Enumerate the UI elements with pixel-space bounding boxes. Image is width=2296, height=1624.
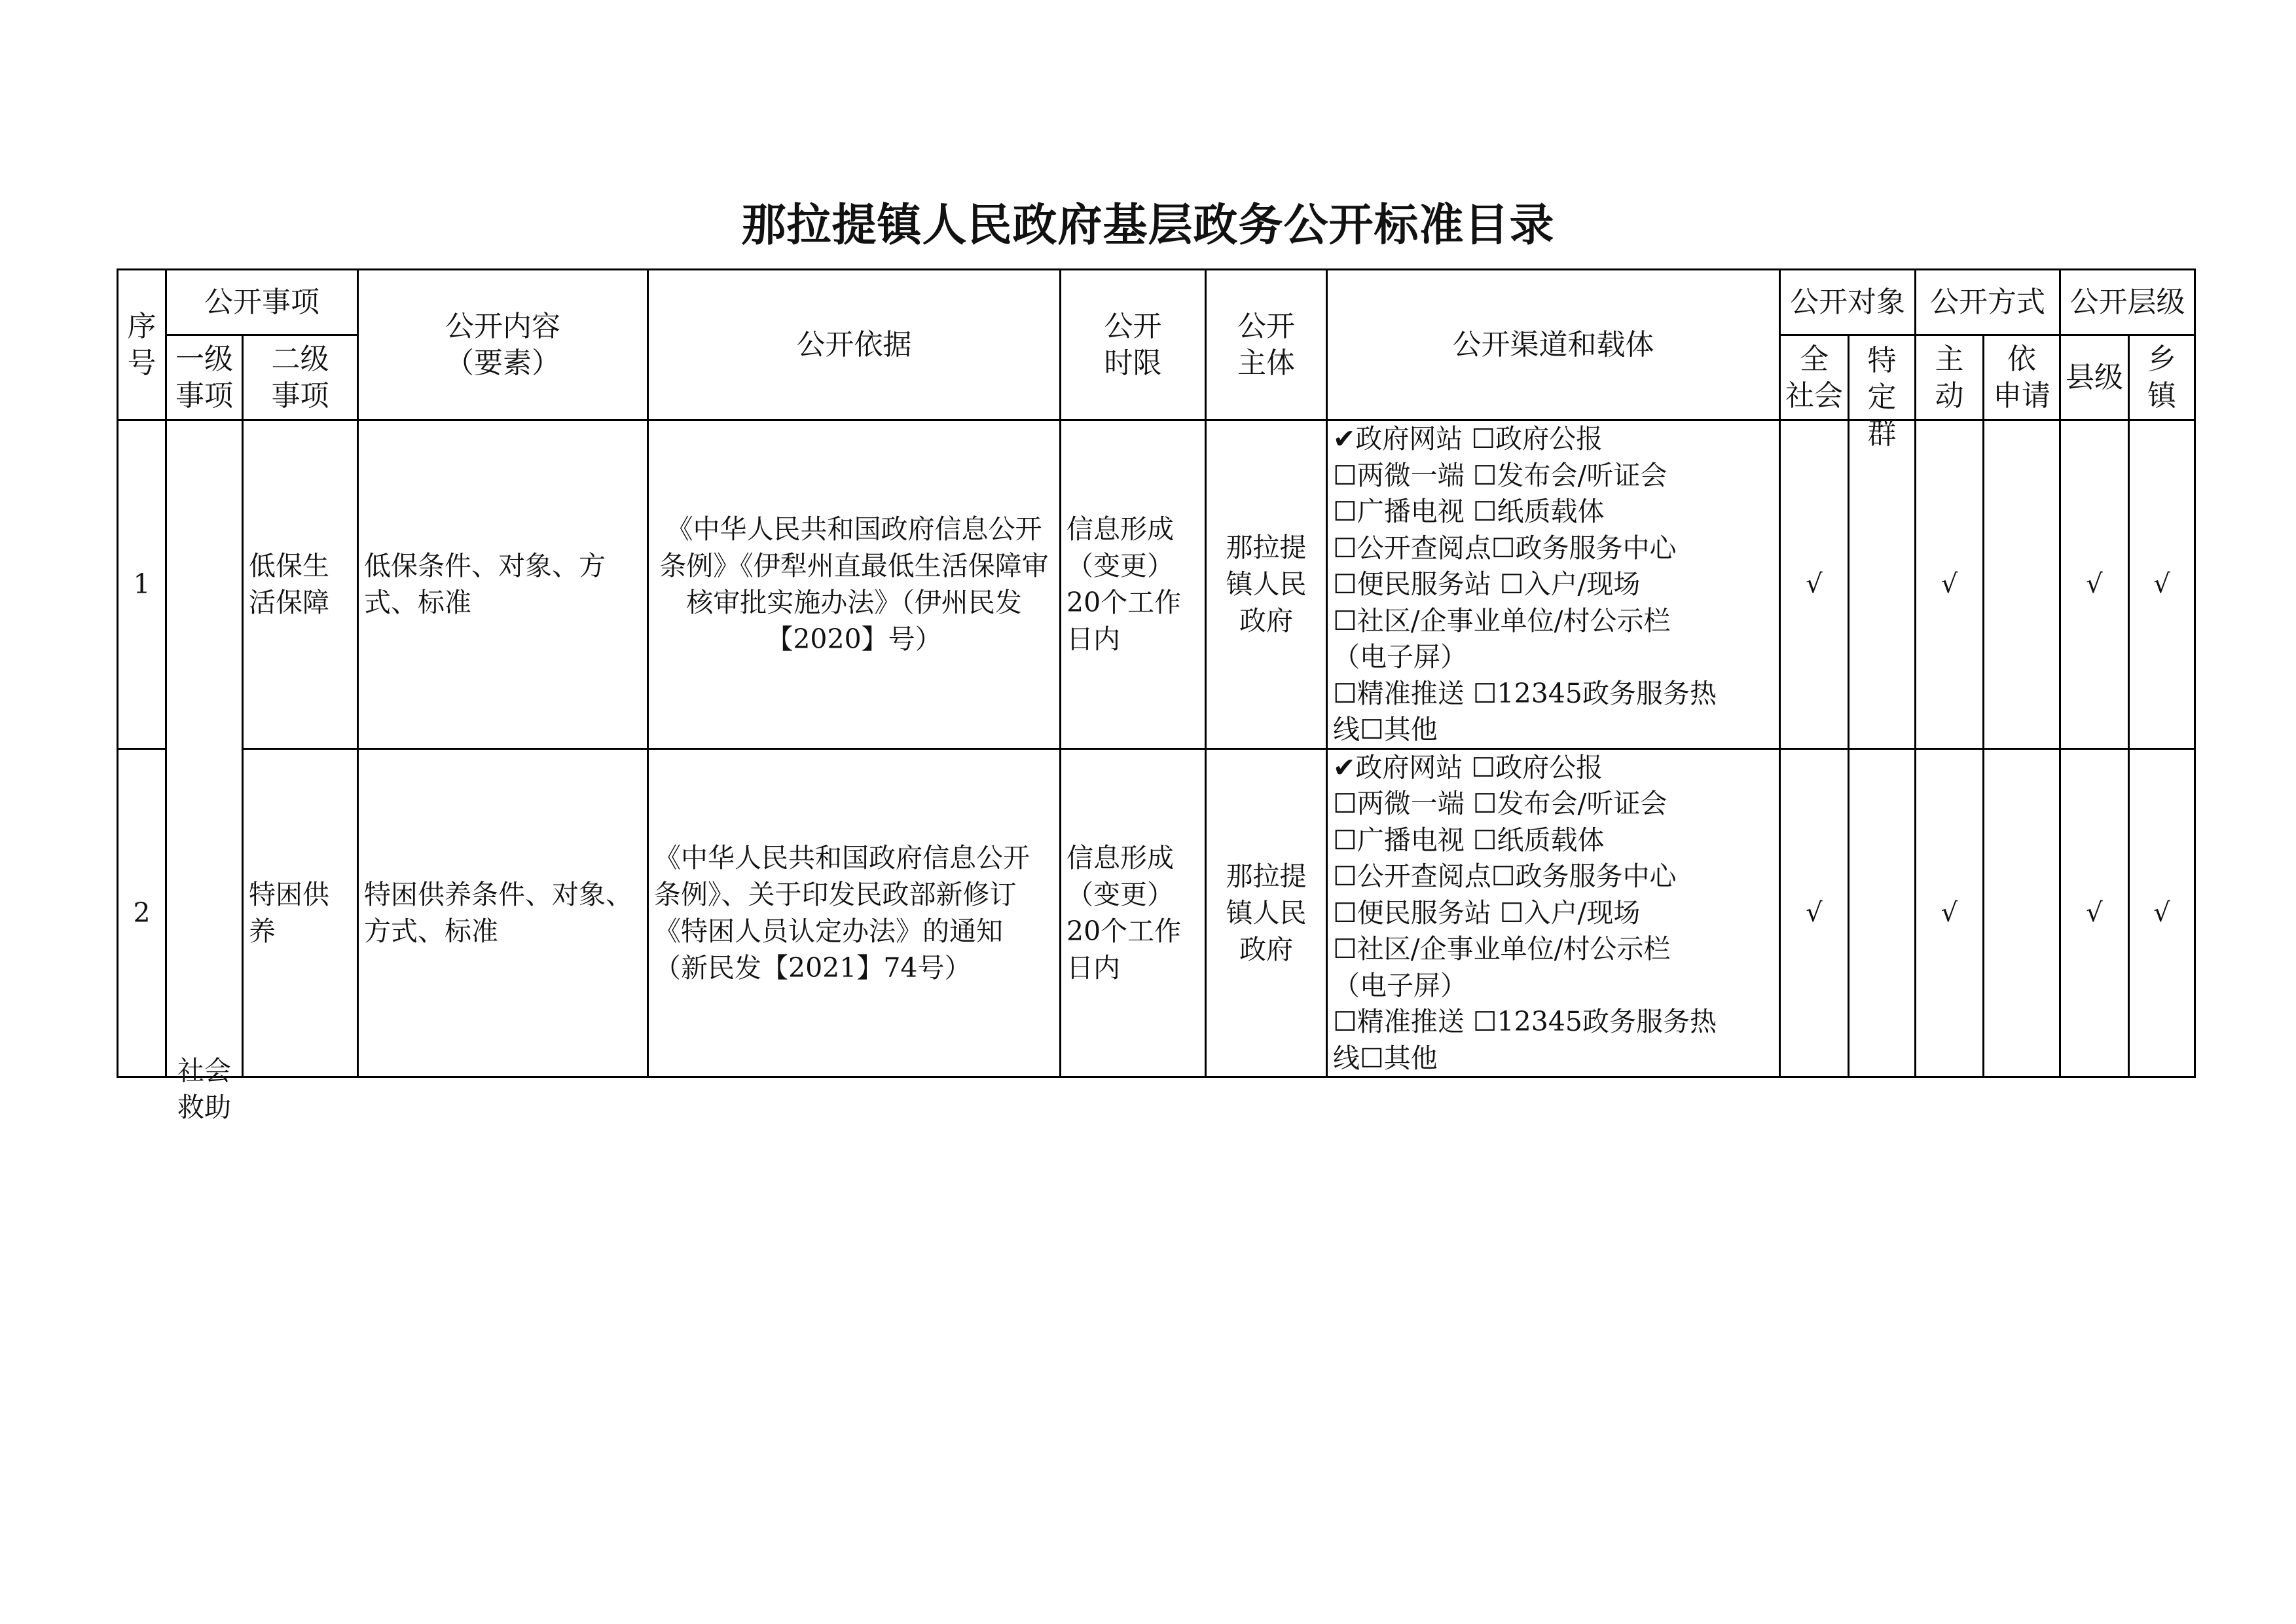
row-level-county: √	[2060, 748, 2129, 1077]
header-level-group: 公开层级	[2060, 270, 2195, 335]
row-channels: ✔政府网站 ☐政府公报 ☐两微一端 ☐发布会/听证会 ☐广播电视 ☐纸质载体 ☐公开查阅点☐政务服务中心 ☐便民服务站 ☐入户/现场 ☐社区/企事业单位/村公示栏 （电子屏） ☐精准推送 ☐12345政务服务热 线☐其他	[1333, 751, 1717, 1074]
row-level-county: √	[2060, 420, 2129, 749]
header-method-request-line1: 依	[2007, 342, 2036, 376]
header-content-line1: 公开内容	[445, 309, 560, 343]
row-method-active: √	[1916, 748, 1984, 1077]
header-subject-line2: 主体	[1237, 346, 1295, 380]
row-level-town: √	[2129, 420, 2195, 749]
header-target-specific-line1: 特	[1867, 344, 1897, 377]
header-level-town-line2: 镇	[2147, 378, 2176, 413]
header-level-county: 县级	[2060, 335, 2129, 420]
header-level-town-line1: 乡	[2147, 342, 2176, 376]
row-target-specific	[1849, 420, 1916, 749]
header-seq-line2: 号	[127, 346, 156, 380]
header-level1-line1: 一级	[175, 342, 233, 376]
row-target-all: √	[1780, 748, 1849, 1077]
header-subject-line1: 公开	[1237, 309, 1295, 343]
header-method-request	[1984, 335, 2060, 420]
header-seq-line1: 序	[127, 309, 156, 343]
row-level2: 低保生活保障	[243, 420, 358, 749]
header-content	[358, 270, 648, 420]
header-content-line2: （要素）	[445, 346, 560, 380]
header-target-all-line1: 全	[1800, 342, 1829, 376]
table-row	[118, 420, 2195, 749]
table-row	[118, 748, 2195, 1077]
header-level1-line2: 事项	[175, 378, 233, 413]
header-subject	[1206, 270, 1327, 420]
header-level2-line1: 二级	[271, 342, 329, 376]
level1-category-cell	[166, 420, 243, 1123]
row-content: 特困供养条件、对象、方式、标准	[358, 748, 648, 1077]
header-time-line2: 时限	[1104, 346, 1162, 380]
row-time-limit: 信息形成（变更）20个工作日内	[1061, 420, 1206, 749]
header-target-all	[1780, 335, 1849, 420]
row-channels-cell	[1327, 748, 1780, 1077]
header-target-specific	[1849, 335, 1916, 451]
row-time-limit: 信息形成（变更）20个工作日内	[1061, 748, 1206, 1077]
row-seq: 1	[118, 420, 166, 749]
row-method-request	[1984, 748, 2060, 1077]
row-target-all: √	[1780, 420, 1849, 749]
header-level2	[243, 335, 358, 420]
header-channels: 公开渠道和载体	[1327, 270, 1780, 420]
row-target-specific	[1849, 748, 1916, 1077]
header-basis: 公开依据	[648, 270, 1061, 420]
header-time	[1061, 270, 1206, 420]
row-channels-cell	[1327, 420, 1780, 749]
header-method-active-line1: 主	[1935, 342, 1964, 376]
header-target-group: 公开对象	[1780, 270, 1916, 335]
row-method-active: √	[1916, 420, 1984, 749]
header-target-all-line2: 社会	[1785, 378, 1843, 413]
header-level2-line2: 事项	[271, 378, 329, 413]
header-matter-group: 公开事项	[166, 270, 358, 335]
header-method-active	[1916, 335, 1984, 420]
row-content: 低保条件、对象、方式、标准	[358, 420, 648, 749]
row-basis: 《中华人民共和国政府信息公开条例》、关于印发民政部新修订《特困人员认定办法》的通知（新民发【2021】74号）	[648, 748, 1061, 1077]
row-basis: 《中华人民共和国政府信息公开条例》《伊犁州直最低生活保障审核审批实施办法》（伊州民发【2020】号）	[648, 420, 1061, 749]
header-method-active-line2: 动	[1935, 378, 1964, 413]
row-level2: 特困供养	[243, 748, 358, 1077]
row-level-town: √	[2129, 748, 2195, 1077]
header-time-line1: 公开	[1104, 309, 1162, 343]
row-subject: 那拉提镇人民政府	[1206, 420, 1327, 749]
header-method-group: 公开方式	[1916, 270, 2060, 335]
row-channels: ✔政府网站 ☐政府公报 ☐两微一端 ☐发布会/听证会 ☐广播电视 ☐纸质载体 ☐公开查阅点☐政务服务中心 ☐便民服务站 ☐入户/现场 ☐社区/企事业单位/村公示栏 （电子屏） ☐精准推送 ☐12345政务服务热 线☐其他	[1333, 423, 1717, 745]
header-level1	[166, 335, 243, 420]
header-seq	[118, 270, 166, 420]
row-seq: 2	[118, 748, 166, 1077]
row-method-request	[1984, 420, 2060, 749]
page-title: 那拉提镇人民政府基层政务公开标准目录	[741, 200, 1555, 251]
header-method-request-line2: 申请	[1993, 378, 2050, 413]
catalog-table	[117, 268, 2196, 1123]
row-subject: 那拉提镇人民政府	[1206, 748, 1327, 1077]
header-target-specific-line3: 群	[1867, 417, 1897, 451]
level1-category: 社会救助	[177, 1055, 231, 1123]
header-level-town	[2129, 335, 2195, 420]
header-target-specific-line2: 定	[1867, 380, 1897, 414]
